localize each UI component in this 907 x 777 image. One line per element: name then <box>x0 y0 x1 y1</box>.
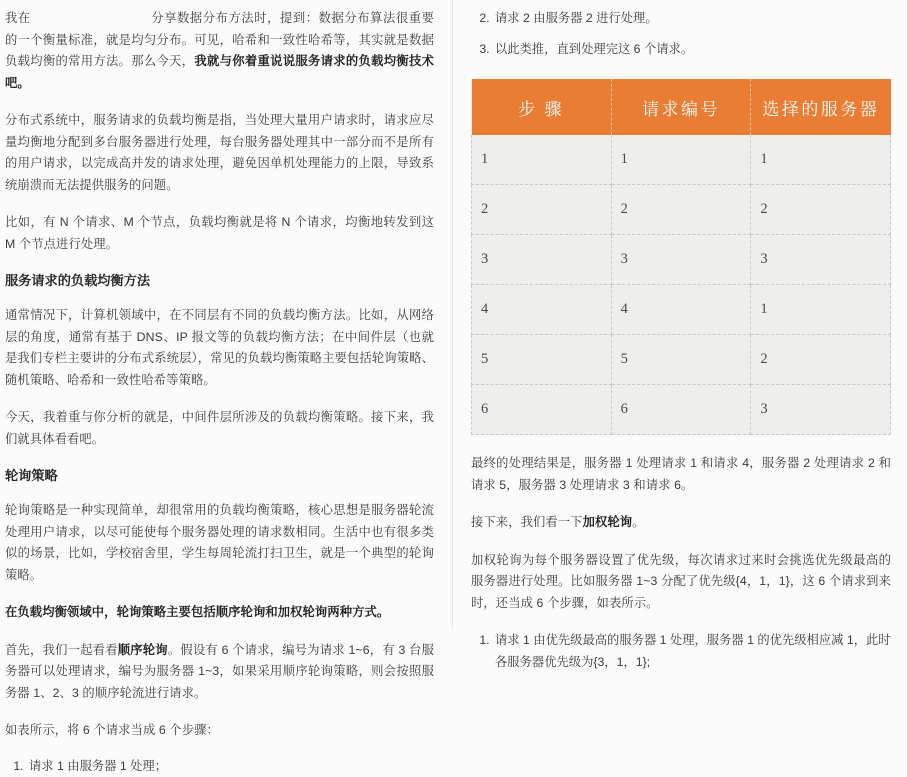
left-column <box>0 0 453 628</box>
table-row <box>472 385 891 435</box>
table-cell-step: 5 <box>472 335 612 385</box>
table-header-cell-step: 步 骤 <box>472 79 612 135</box>
table-cell-request-id: 5 <box>611 335 751 385</box>
table-row <box>472 335 891 385</box>
paragraph-definition: 分布式系统中，服务请求的负载均衡是指，当处理大量用户请求时，请求应尽量均衡地分配到多台服务器进行处理，每台服务器处理其中一部分而不是所有的用户请求，以完成高并发的请求处理，避免因单机处理能力的上限，导致系统崩溃而无法提供服务的问题。 <box>5 110 434 196</box>
sequential-rest-text: 。假设有 6 个请求，编号为请求 1~6，有 3 台服务器可以处理请求，编号为服务器 1~3，如果采用顺序轮询策略，则会按照服务器 1、2、3 的顺序轮流进行请求。 <box>5 643 434 700</box>
paragraph-result: 最终的处理结果是，服务器 1 处理请求 1 和请求 4，服务器 2 处理请求 2 和请求 5，服务器 3 处理请求 3 和请求 6。 <box>471 453 891 496</box>
heading-polling-strategy: 轮询策略 <box>5 466 434 486</box>
table-cell-request-id: 4 <box>611 285 751 335</box>
paragraph-next-weighted <box>471 512 891 534</box>
paragraph-example: 比如，有 N 个请求、M 个节点，负载均衡就是将 N 个请求，均衡地转发到这 M 个节点进行处理。 <box>5 212 434 255</box>
table-cell-request-id: 6 <box>611 385 751 435</box>
table-cell-server: 3 <box>751 385 891 435</box>
weighted-bold-term: 加权轮询 <box>583 515 633 529</box>
table-body <box>472 135 891 435</box>
intro-bold-text: 我就与你着重说说服务请求的负载均衡技术吧。 <box>5 54 434 90</box>
table-row <box>472 135 891 185</box>
next-tail-text: 。 <box>632 515 644 529</box>
table-header-cell-server: 选择的服务器 <box>751 79 891 135</box>
paragraph-today-focus: 今天，我着重与你分析的就是，中间件层所涉及的负载均衡策略。接下来，我们就具体看看吧。 <box>5 407 434 450</box>
table-header-row <box>472 79 891 135</box>
table-header <box>472 79 891 135</box>
sequential-polling-table <box>471 79 891 435</box>
sequential-steps-list-part1 <box>5 756 434 777</box>
table-cell-request-id: 2 <box>611 185 751 235</box>
table-cell-server: 3 <box>751 235 891 285</box>
next-lead-text: 接下来，我们看一下 <box>471 515 583 529</box>
paragraph-polling-kinds: 在负载均衡领域中，轮询策略主要包括顺序轮询和加权轮询两种方式。 <box>5 602 434 624</box>
table-cell-step: 6 <box>472 385 612 435</box>
list-item: 2. 请求 2 由服务器 2 进行处理。 <box>493 8 891 30</box>
sequential-steps-list-part2 <box>471 8 891 60</box>
paragraph-weighted-explanation: 加权轮询为每个服务器设置了优先级，每次请求过来时会挑选优先级最高的服务器进行处理。比如服务器 1~3 分配了优先级{4，1，1}，这 6 个请求到来时，还当成 6 个步骤，如表所示。 <box>471 550 891 615</box>
heading-load-balancing-methods: 服务请求的负载均衡方法 <box>5 271 434 291</box>
table-cell-step: 4 <box>472 285 612 335</box>
table-cell-server: 1 <box>751 135 891 185</box>
paragraph-intro <box>5 8 434 94</box>
table-cell-request-id: 1 <box>611 135 751 185</box>
paragraph-table-lead: 如表所示，将 6 个请求当成 6 个步骤： <box>5 720 434 742</box>
table-row <box>472 235 891 285</box>
table-row <box>472 285 891 335</box>
sequential-bold-term: 顺序轮询 <box>118 643 168 657</box>
list-item: 1. 请求 1 由优先级最高的服务器 1 处理，服务器 1 的优先级相应减 1，此时各服务器优先级为{3，1，1}; <box>493 630 891 673</box>
table-cell-step: 2 <box>472 185 612 235</box>
table-cell-request-id: 3 <box>611 235 751 285</box>
intro-body-text: 分享数据分布方法时，提到：数据分布算法很重要的一个衡量标准，就是均匀分布。可见，哈希和一致性哈希等，其实就是数据负载均衡的常用方法。那么今天， <box>5 11 434 68</box>
intro-prefix-text: 我在 <box>5 11 31 25</box>
table-cell-server: 1 <box>751 285 891 335</box>
table-row <box>472 185 891 235</box>
table-cell-step: 3 <box>472 235 612 285</box>
table-cell-server: 2 <box>751 335 891 385</box>
table-cell-step: 1 <box>472 135 612 185</box>
table-header-cell-request-id: 请求编号 <box>611 79 751 135</box>
sequential-lead-text: 首先，我们一起看看 <box>5 643 118 657</box>
right-column <box>453 0 907 628</box>
weighted-steps-list <box>471 630 891 673</box>
table-cell-server: 2 <box>751 185 891 235</box>
list-item: 1. 请求 1 由服务器 1 处理； <box>27 756 434 777</box>
paragraph-polling-intro: 轮询策略是一种实现简单，却很常用的负载均衡策略，核心思想是服务器轮流处理用户请求，以尽可能使每个服务器处理的请求数相同。生活中也有很多类似的场景，比如，学校宿舍里，学生每周轮流打扫卫生，就是一个典型的轮询策略。 <box>5 500 434 586</box>
list-item: 3. 以此类推，直到处理完这 6 个请求。 <box>493 39 891 61</box>
paragraph-layers: 通常情况下，计算机领域中，在不同层有不同的负载均衡方法。比如，从网络层的角度，通常有基于 DNS、IP 报文等的负载均衡方法；在中间件层（也就是我们专栏主要讲的分布式系统层），常见的负载均衡策略主要包括轮询策略、随机策略、哈希和一致性哈希等策略。 <box>5 305 434 391</box>
paragraph-sequential-polling <box>5 640 434 705</box>
